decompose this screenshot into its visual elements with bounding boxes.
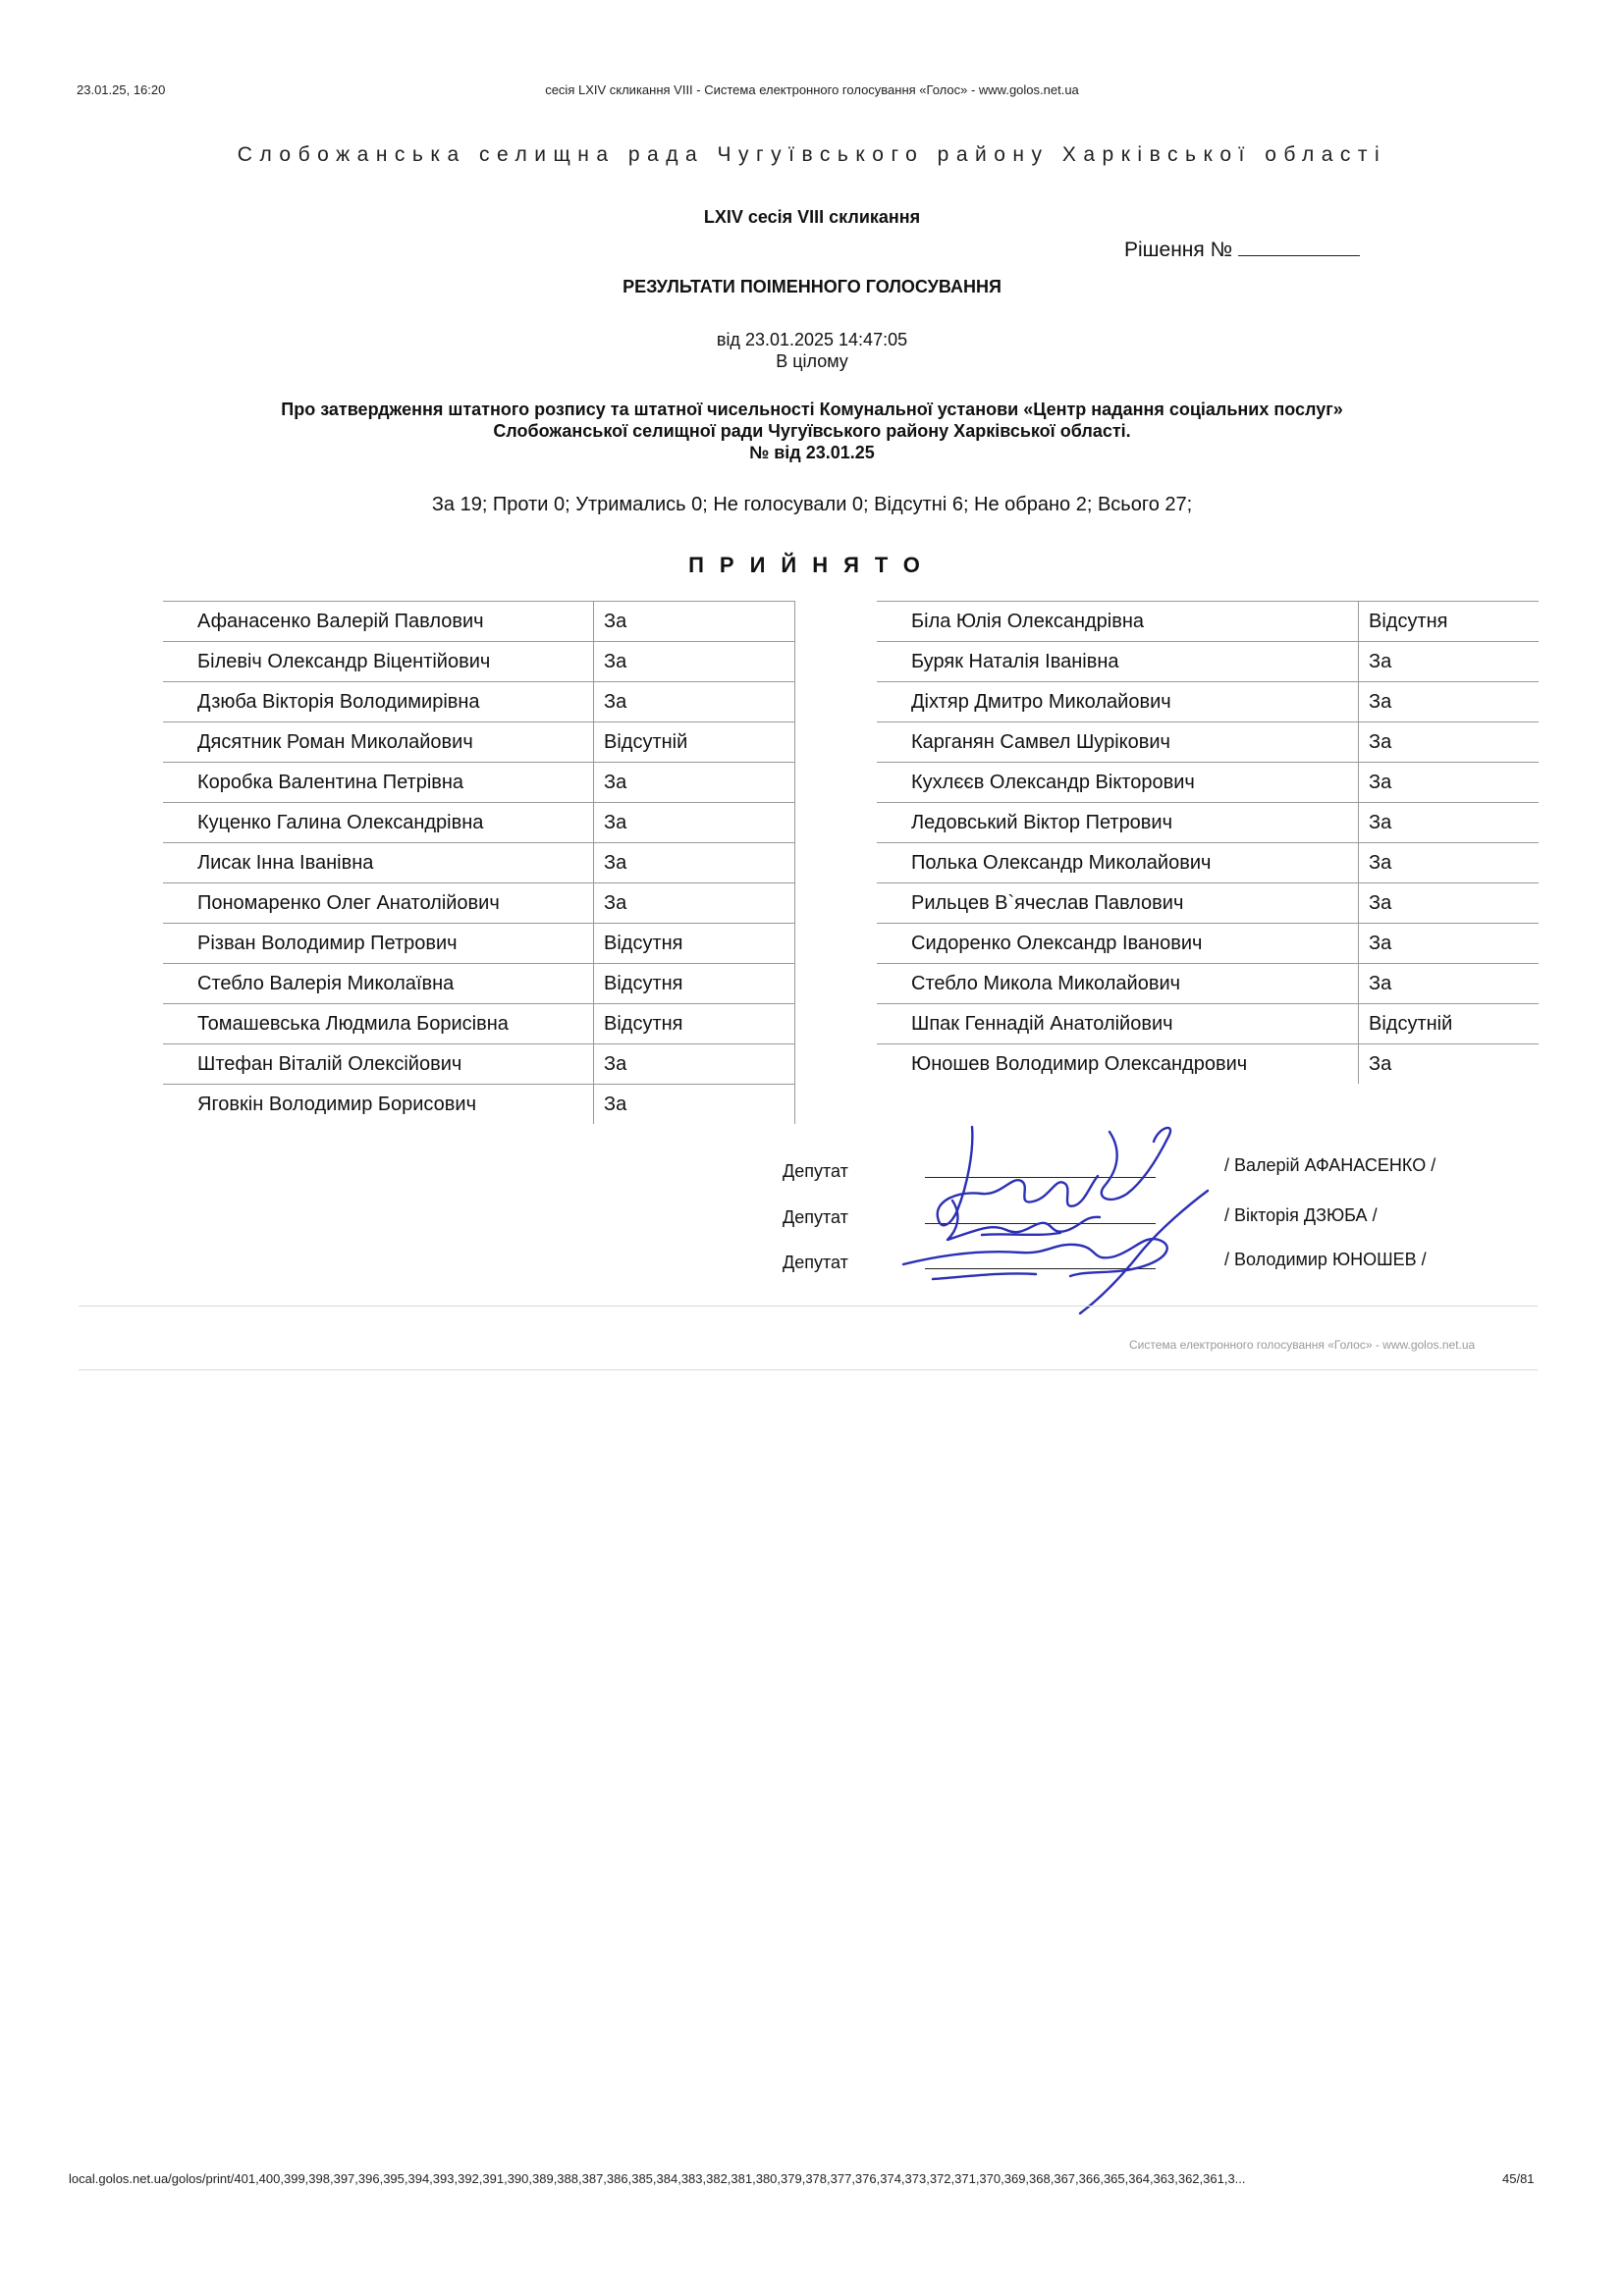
deputy-vote: Відсутня bbox=[594, 1004, 795, 1044]
resolution-line-1: Про затвердження штатного розпису та штатної чисельності Комунальної установи «Центр надання соціальних послуг» bbox=[281, 400, 1343, 419]
deputy-vote: За bbox=[1359, 964, 1540, 1004]
deputy-name: Стебло Микола Миколайович bbox=[877, 964, 1359, 1004]
signatory-name-1: / Валерій АФАНАСЕНКО / bbox=[1224, 1155, 1436, 1175]
table-row bbox=[163, 964, 795, 1004]
session-title: LXIV сесія VIII скликання bbox=[703, 207, 921, 227]
deputy-name: Афанасенко Валерій Павлович bbox=[163, 602, 594, 642]
votes-table-right bbox=[877, 601, 1539, 1084]
footer-divider-2 bbox=[79, 1369, 1538, 1370]
footer-system-note: Система електронного голосування «Голос» - www.golos.net.ua bbox=[1129, 1338, 1476, 1352]
table-row bbox=[877, 1004, 1539, 1044]
table-row bbox=[877, 722, 1539, 763]
deputy-name: Діхтяр Дмитро Миколайович bbox=[877, 682, 1359, 722]
deputy-vote: За bbox=[594, 1085, 795, 1125]
table-row bbox=[877, 642, 1539, 682]
signatory-name-3: / Володимир ЮНОШЕВ / bbox=[1224, 1250, 1427, 1269]
table-row bbox=[163, 924, 795, 964]
deputy-vote: За bbox=[594, 642, 795, 682]
deputy-name: Білевіч Олександр Віцентійович bbox=[163, 642, 594, 682]
print-date: 23.01.25, 16:20 bbox=[77, 82, 166, 97]
table-row bbox=[877, 964, 1539, 1004]
deputy-name: Штефан Віталій Олексійович bbox=[163, 1044, 594, 1085]
deputy-name: Шпак Геннадій Анатолійович bbox=[877, 1004, 1359, 1044]
resolution-title bbox=[0, 399, 1624, 463]
deputy-vote: Відсутня bbox=[594, 924, 795, 964]
table-row bbox=[163, 803, 795, 843]
signature-label-1: Депутат bbox=[783, 1161, 848, 1181]
signature-label-2: Депутат bbox=[783, 1207, 848, 1227]
deputy-name: Лисак Інна Іванівна bbox=[163, 843, 594, 883]
deputy-name: Карганян Самвел Шурікович bbox=[877, 722, 1359, 763]
deputy-vote: За bbox=[594, 883, 795, 924]
handwritten-signatures bbox=[864, 1107, 1218, 1318]
table-row bbox=[877, 763, 1539, 803]
deputy-name: Коробка Валентина Петрівна bbox=[163, 763, 594, 803]
deputy-name: Куценко Галина Олександрівна bbox=[163, 803, 594, 843]
deputy-vote: За bbox=[594, 843, 795, 883]
resolution-line-3: № від 23.01.25 bbox=[749, 443, 875, 462]
deputy-vote: За bbox=[1359, 843, 1540, 883]
decision-blank-line bbox=[1238, 240, 1360, 256]
deputy-name: Дясятник Роман Миколайович bbox=[163, 722, 594, 763]
vote-summary: За 19; Проти 0; Утримались 0; Не голосували 0; Відсутні 6; Не обрано 2; Всього 27; bbox=[431, 494, 1193, 515]
deputy-vote: За bbox=[594, 1044, 795, 1085]
table-row bbox=[877, 1044, 1539, 1085]
table-row bbox=[163, 722, 795, 763]
deputy-vote: За bbox=[1359, 803, 1540, 843]
signature-1 bbox=[938, 1127, 1170, 1225]
deputy-vote: За bbox=[1359, 883, 1540, 924]
deputy-name: Стебло Валерія Миколаївна bbox=[163, 964, 594, 1004]
deputy-name: Сидоренко Олександр Іванович bbox=[877, 924, 1359, 964]
council-name: Слобожанська селищна рада Чугуївського району Харківської області bbox=[237, 143, 1387, 166]
table-row bbox=[163, 1044, 795, 1085]
deputy-name: Рильцев В`ячеслав Павлович bbox=[877, 883, 1359, 924]
signature-3 bbox=[903, 1191, 1208, 1313]
deputy-vote: За bbox=[1359, 642, 1540, 682]
vote-scope: В цілому bbox=[776, 351, 848, 371]
deputy-vote: За bbox=[1359, 682, 1540, 722]
deputy-name: Буряк Наталія Іванівна bbox=[877, 642, 1359, 682]
deputy-name: Яговкін Володимир Борисович bbox=[163, 1085, 594, 1125]
deputy-vote: За bbox=[1359, 722, 1540, 763]
table-row bbox=[877, 843, 1539, 883]
signatory-name-2: / Вікторія ДЗЮБА / bbox=[1224, 1205, 1378, 1225]
vote-date-block bbox=[0, 329, 1624, 372]
deputy-name: Різван Володимир Петрович bbox=[163, 924, 594, 964]
deputy-name: Ледовський Віктор Петрович bbox=[877, 803, 1359, 843]
table-row bbox=[877, 682, 1539, 722]
footer-url: local.golos.net.ua/golos/print/401,400,399,398,397,396,395,394,393,392,391,390,389,388,387,386,385,384,383,382,381,380,379,378,377,376,374,373,372,371,370,369,368,367,366,365,364,363,362,361,3... bbox=[69, 2171, 1246, 2186]
resolution-line-2: Слобожанської селищної ради Чугуївського району Харківської області. bbox=[493, 421, 1131, 441]
deputy-vote: За bbox=[594, 682, 795, 722]
table-row bbox=[163, 883, 795, 924]
print-title: сесія LXIV скликання VIII - Система електронного голосування «Голос» - www.golos.net.ua bbox=[545, 82, 1079, 97]
table-row bbox=[163, 602, 795, 642]
table-row bbox=[163, 843, 795, 883]
deputy-vote: За bbox=[1359, 763, 1540, 803]
table-row bbox=[163, 1085, 795, 1125]
table-row bbox=[877, 602, 1539, 642]
table-row bbox=[877, 883, 1539, 924]
deputy-vote: За bbox=[594, 803, 795, 843]
deputy-name: Пономаренко Олег Анатолійович bbox=[163, 883, 594, 924]
deputy-vote: Відсутня bbox=[594, 964, 795, 1004]
table-row bbox=[877, 803, 1539, 843]
deputy-name: Дзюба Вікторія Володимирівна bbox=[163, 682, 594, 722]
vote-date: від 23.01.2025 14:47:05 bbox=[716, 330, 908, 349]
footer-divider-1 bbox=[79, 1306, 1538, 1307]
deputy-name: Кухлєєв Олександр Вікторович bbox=[877, 763, 1359, 803]
deputy-vote: За bbox=[1359, 1044, 1540, 1085]
deputy-vote: За bbox=[594, 602, 795, 642]
deputy-vote: Відсутній bbox=[594, 722, 795, 763]
deputy-name: Полька Олександр Миколайович bbox=[877, 843, 1359, 883]
decision-number bbox=[1124, 239, 1360, 262]
results-title: РЕЗУЛЬТАТИ ПОІМЕННОГО ГОЛОСУВАННЯ bbox=[623, 277, 1001, 296]
table-row bbox=[163, 642, 795, 682]
signature-label-3: Депутат bbox=[783, 1253, 848, 1272]
deputy-vote: Відсутній bbox=[1359, 1004, 1540, 1044]
decision-label: Рішення № bbox=[1124, 239, 1233, 261]
deputy-name: Томашевська Людмила Борисівна bbox=[163, 1004, 594, 1044]
table-row bbox=[877, 924, 1539, 964]
deputy-vote: За bbox=[1359, 924, 1540, 964]
signature-2 bbox=[947, 1201, 1100, 1240]
deputy-vote: За bbox=[594, 763, 795, 803]
votes-table-left bbox=[163, 601, 795, 1124]
table-row bbox=[163, 763, 795, 803]
result-word: ПРИЙНЯТО bbox=[688, 553, 936, 577]
deputy-vote: Відсутня bbox=[1359, 602, 1540, 642]
page-number: 45/81 bbox=[1502, 2171, 1535, 2186]
table-row bbox=[163, 1004, 795, 1044]
deputy-name: Біла Юлія Олександрівна bbox=[877, 602, 1359, 642]
signature-strokes bbox=[903, 1127, 1208, 1313]
deputy-name: Юношев Володимир Олександрович bbox=[877, 1044, 1359, 1085]
table-row bbox=[163, 682, 795, 722]
